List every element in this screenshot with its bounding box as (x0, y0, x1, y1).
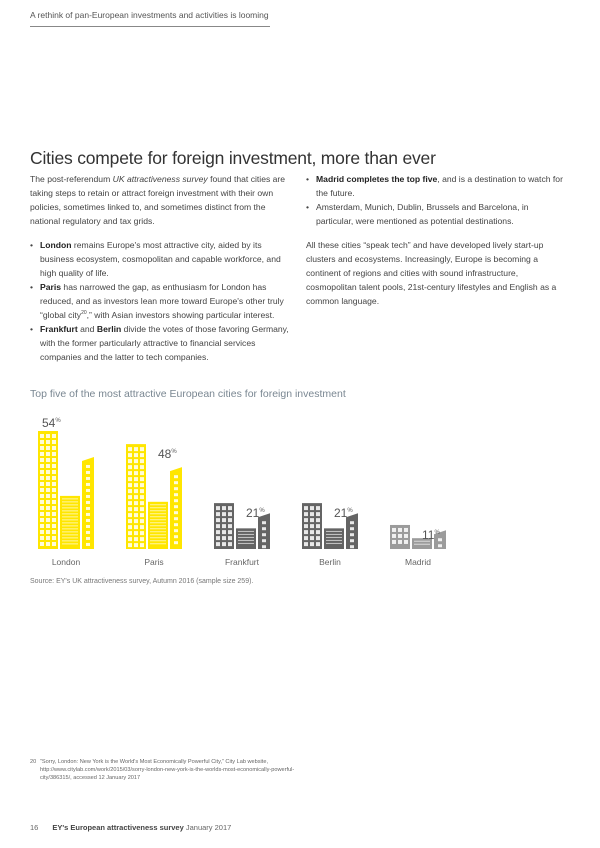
window (52, 524, 56, 528)
window (46, 500, 50, 504)
window (228, 524, 232, 528)
window (134, 543, 138, 547)
window (140, 453, 144, 457)
window (52, 440, 56, 444)
window (40, 488, 44, 492)
window (316, 530, 320, 534)
footnote-text: “Sorry, London: New York is the World's Most Economically Powerful City,” City Lab website, http://www.citylab.com/work/2015/03/sorry-london-new-york-is-the-worlds-most-economically-powerful-city/386315/, accessed 12 January 2017 (40, 759, 295, 781)
window (216, 506, 220, 510)
window (310, 530, 314, 534)
window (40, 446, 44, 450)
window (86, 483, 90, 486)
window (134, 447, 138, 451)
percent-sign: % (259, 508, 265, 515)
window (304, 518, 308, 522)
window (46, 440, 50, 444)
window (216, 536, 220, 540)
window (52, 458, 56, 462)
bar-slant-frankfurt (258, 513, 270, 549)
page-number: 16 (30, 823, 39, 832)
window (350, 539, 354, 542)
city-bar-chart (30, 404, 450, 574)
window (228, 536, 232, 540)
window (392, 540, 396, 544)
window (40, 536, 44, 540)
window (404, 528, 408, 532)
category-label-paris: Paris (144, 557, 164, 567)
window (310, 506, 314, 510)
window (174, 535, 178, 538)
city-bullets (30, 238, 290, 364)
window (174, 541, 178, 544)
page-title: Cities compete for foreign investment, more than ever (30, 148, 436, 168)
window (86, 501, 90, 504)
window (134, 519, 138, 523)
window (40, 452, 44, 456)
window (46, 512, 50, 516)
window (52, 494, 56, 498)
window (52, 452, 56, 456)
window (222, 506, 226, 510)
value-label-frankfurt: 21% (246, 506, 265, 521)
window (46, 506, 50, 510)
window (46, 458, 50, 462)
window (174, 511, 178, 514)
window (128, 537, 132, 541)
window (46, 434, 50, 438)
window (52, 518, 56, 522)
right-column (306, 172, 568, 318)
window (262, 527, 266, 530)
window (304, 506, 308, 510)
window (52, 464, 56, 468)
window (128, 453, 132, 457)
window (216, 512, 220, 516)
window (128, 459, 132, 463)
window (140, 537, 144, 541)
window (40, 494, 44, 498)
bullet-frankfurt-berlin: • Frankfurt and Berlin divide the votes of those favoring Germany, with the former particularly attractive to financial services companies and the latter to tech companies. (30, 322, 290, 364)
window (140, 489, 144, 493)
window (86, 477, 90, 480)
window (134, 531, 138, 535)
window (304, 542, 308, 546)
window (228, 518, 232, 522)
window (52, 434, 56, 438)
window (86, 471, 90, 474)
window (128, 531, 132, 535)
percent-sign: % (347, 508, 353, 515)
window (310, 542, 314, 546)
window (216, 518, 220, 522)
window (350, 527, 354, 530)
window (438, 544, 442, 547)
window (134, 477, 138, 481)
window (86, 465, 90, 468)
window (46, 524, 50, 528)
footnote-number: 20 (30, 759, 37, 765)
window (398, 534, 402, 538)
window (222, 524, 226, 528)
window (140, 471, 144, 475)
bullet-other-cities: • Amsterdam, Munich, Dublin, Brussels and Barcelona, in particular, were mentioned as potential destinations. (306, 200, 568, 228)
window (216, 542, 220, 546)
window (86, 531, 90, 534)
window (316, 536, 320, 540)
window (128, 471, 132, 475)
window (174, 499, 178, 502)
left-column (30, 172, 290, 374)
window (40, 524, 44, 528)
window (40, 458, 44, 462)
window (174, 523, 178, 526)
footnote (30, 758, 300, 782)
window (304, 530, 308, 534)
window (316, 542, 320, 546)
window (128, 477, 132, 481)
bar-madrid (390, 525, 446, 549)
window (398, 528, 402, 532)
window (438, 538, 442, 541)
window (128, 507, 132, 511)
window (392, 534, 396, 538)
window (134, 525, 138, 529)
window (134, 459, 138, 463)
window (174, 481, 178, 484)
bullet-paris: • Paris has narrowed the gap, as enthusiasm for London has reduced, and as investors lean more toward Europe's other truly “global city$^{20}$,” with Asian investors showing particular interest. (30, 280, 290, 322)
window (128, 513, 132, 517)
window (222, 530, 226, 534)
window (86, 537, 90, 540)
window (304, 512, 308, 516)
percent-sign: % (171, 449, 177, 456)
window (174, 505, 178, 508)
intro-paragraph: The post-referendum UK attractiveness survey found that cities are taking steps to retain or attract foreign investment with their own policies, sometimes linked to, and sometimes distinct from the national regulatory and tax grids. (30, 174, 286, 226)
window (46, 470, 50, 474)
window (86, 519, 90, 522)
window (40, 440, 44, 444)
window (134, 453, 138, 457)
value-label-berlin: 21% (334, 506, 353, 521)
window (40, 518, 44, 522)
window (228, 542, 232, 546)
percent-sign: % (434, 529, 440, 536)
window (40, 464, 44, 468)
window (40, 500, 44, 504)
window (46, 452, 50, 456)
bar-slant-berlin (346, 513, 358, 549)
window (86, 495, 90, 498)
window (40, 434, 44, 438)
window (222, 512, 226, 516)
window (52, 446, 56, 450)
window (52, 470, 56, 474)
window (316, 512, 320, 516)
window (52, 506, 56, 510)
window (222, 518, 226, 522)
window (140, 459, 144, 463)
window (52, 512, 56, 516)
window (140, 543, 144, 547)
window (134, 495, 138, 499)
window (262, 521, 266, 524)
window (52, 530, 56, 534)
window (86, 525, 90, 528)
window (128, 525, 132, 529)
value-label-paris: 48% (158, 447, 177, 462)
window (134, 537, 138, 541)
bullet-madrid: • Madrid completes the top five, and is a destination to watch for the future. (306, 172, 568, 200)
window (40, 482, 44, 486)
window (46, 482, 50, 486)
window (140, 465, 144, 469)
window (46, 530, 50, 534)
window (262, 545, 266, 548)
window (174, 475, 178, 478)
value-label-london: 54% (42, 416, 61, 430)
window (350, 521, 354, 524)
window (216, 524, 220, 528)
window (140, 525, 144, 529)
window (222, 542, 226, 546)
window (140, 531, 144, 535)
window (174, 529, 178, 532)
window (262, 539, 266, 542)
window (140, 477, 144, 481)
page-footer (30, 823, 231, 832)
window (140, 483, 144, 487)
window (40, 542, 44, 546)
window (404, 534, 408, 538)
window (128, 447, 132, 451)
window (134, 501, 138, 505)
category-label-madrid: Madrid (405, 557, 431, 567)
window (40, 506, 44, 510)
window (174, 517, 178, 520)
window (134, 513, 138, 517)
window (40, 470, 44, 474)
category-label-frankfurt: Frankfurt (224, 557, 260, 567)
window (52, 488, 56, 492)
bar-london (38, 431, 94, 549)
window (392, 528, 396, 532)
chart-source: Source: EY's UK attractiveness survey, Autumn 2016 (sample size 259). (30, 578, 254, 585)
window (222, 536, 226, 540)
footnote-ref: 20 (81, 310, 87, 317)
window (404, 540, 408, 544)
window (40, 530, 44, 534)
window (40, 512, 44, 516)
window (174, 487, 178, 490)
window (140, 513, 144, 517)
window (128, 495, 132, 499)
category-label-london: London (51, 557, 81, 567)
window (350, 545, 354, 548)
window (52, 536, 56, 540)
window (46, 476, 50, 480)
window (216, 530, 220, 534)
window (128, 519, 132, 523)
bar-paris (126, 444, 182, 549)
window (310, 518, 314, 522)
window (140, 519, 144, 523)
running-header: A rethink of pan-European investments and activities is looming (30, 10, 270, 27)
window (86, 513, 90, 516)
window (316, 518, 320, 522)
value-label-madrid: 11% (422, 527, 440, 542)
window (262, 533, 266, 536)
chart-title: Top five of the most attractive European cities for foreign investment (30, 388, 346, 400)
window (310, 524, 314, 528)
window (52, 476, 56, 480)
window (86, 543, 90, 546)
window (128, 543, 132, 547)
window (140, 495, 144, 499)
window (310, 512, 314, 516)
window (52, 500, 56, 504)
window (46, 542, 50, 546)
window (174, 493, 178, 496)
window (228, 506, 232, 510)
window (46, 536, 50, 540)
window (46, 464, 50, 468)
window (140, 507, 144, 511)
window (134, 471, 138, 475)
publication-date: January 2017 (185, 823, 232, 832)
percent-sign: % (55, 418, 61, 424)
category-label-berlin: Berlin (319, 557, 341, 567)
window (40, 476, 44, 480)
window (46, 518, 50, 522)
window (46, 446, 50, 450)
window (398, 540, 402, 544)
window (128, 501, 132, 505)
window (228, 530, 232, 534)
window (128, 465, 132, 469)
window (128, 483, 132, 487)
window (134, 483, 138, 487)
bullet-london: • London remains Europe's most attractive city, aided by its business ecosystem, cosmopolitan and capable workforce, and high quality of life. (30, 238, 290, 280)
window (86, 507, 90, 510)
window (350, 533, 354, 536)
window (228, 512, 232, 516)
tech-paragraph: All these cities “speak tech” and have developed lively start-up clusters and ecosystems. Increasingly, Europe is becoming a continent of regions and cities with sound infrastructure, cosmopolitan talent pools, 21st-century lifestyles and English as a common language. (306, 240, 557, 306)
window (52, 482, 56, 486)
window (316, 524, 320, 528)
window (128, 489, 132, 493)
window (134, 489, 138, 493)
window (304, 536, 308, 540)
window (316, 506, 320, 510)
madrid-bullets (306, 172, 568, 228)
window (134, 465, 138, 469)
window (46, 488, 50, 492)
window (86, 489, 90, 492)
window (134, 507, 138, 511)
window (52, 542, 56, 546)
window (310, 536, 314, 540)
window (46, 494, 50, 498)
publication-title: EY's European attractiveness survey (52, 823, 184, 832)
window (304, 524, 308, 528)
window (140, 447, 144, 451)
window (140, 501, 144, 505)
